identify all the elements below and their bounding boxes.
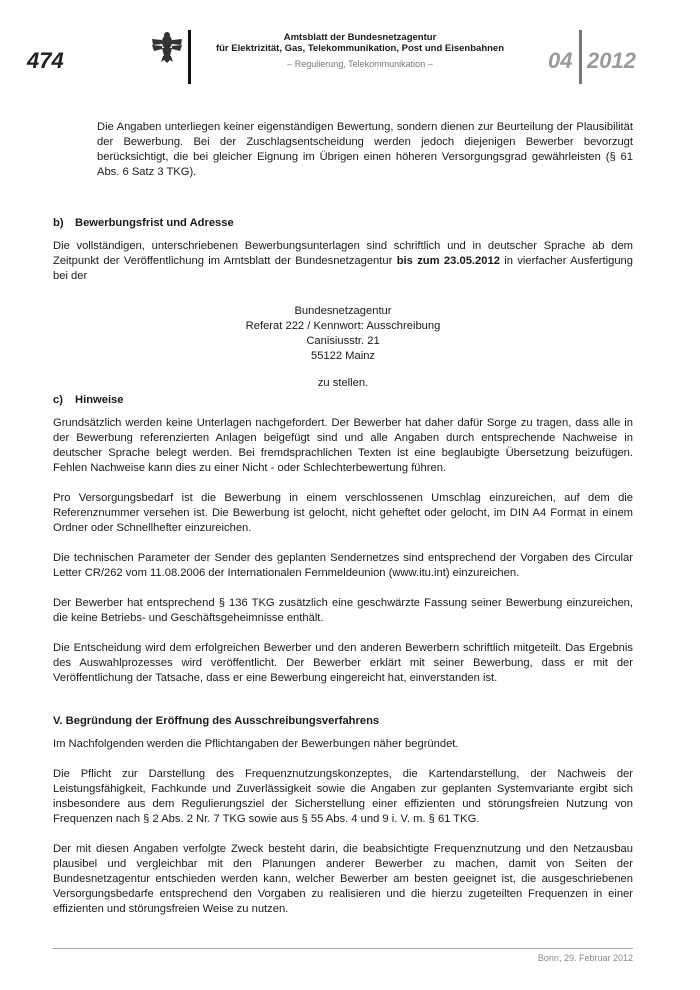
section-b-text-before: Die vollständigen, unterschriebenen Bewerbungsunterlagen sind schriftlich und in deutscher Sprache ab dem Zeitpunkt der Veröffentlichung im Amtsblatt der Bundesnetzagentur: [53, 240, 633, 267]
federal-eagle-icon: [150, 30, 184, 64]
address-line: Referat 222 / Kennwort: Ausschreibung: [245, 320, 441, 332]
page-number: 474: [27, 48, 64, 73]
header-divider-left: [188, 30, 191, 84]
section-v-paragraph: Die Pflicht zur Darstellung des Frequenznutzungskonzeptes, die Kartendarstellung, der Nachweis der Leistungsfähigkeit, Fachkunde und Zuverlässigkeit sowie die Angaben zur geplanten Systemvariante ergibt sich insbesondere aus dem Regulierungsziel der Sicherstellung einer effizienten und störungsfreien Nutzung von Frequenzen nach § 2 Abs. 2 Nr. 7 TKG sowie aus § 55 Abs. 4 und 9 i. V. m. § 61 TKG.: [53, 768, 633, 825]
section-v-heading: V. Begründung der Eröffnung des Ausschreibungsverfahrens: [53, 715, 380, 727]
address-block: [53, 304, 633, 391]
section-b-label: b): [53, 217, 64, 229]
section-c-paragraph: Pro Versorgungsbedarf ist die Bewerbung in einem verschlossenen Umschlag einzureichen, auf dem die Referenznummer versehen ist. Die Bewerbung ist gelocht, nicht geheftet oder gelocht, im DIN A4 Format in einem Ordner oder Schnellhefter einzureichen.: [53, 492, 633, 534]
document-body: [53, 120, 633, 917]
issue-number: 04: [548, 48, 573, 73]
address-line: Bundesnetzagentur: [294, 305, 392, 317]
section-c-paragraph: Die Entscheidung wird dem erfolgreichen Bewerber und den anderen Bewerbern schriftlich mitgeteilt. Das Ergebnis des Auswahlprozesses wird veröffentlicht. Der Bewerber erklärt mit seiner Bewerbung, dass er mit der Veröffentlichung der Tatsache, dass er eine Bewerbung eingereicht hat, einverstanden ist.: [53, 642, 633, 684]
section-c-paragraph: Der Bewerber hat entsprechend § 136 TKG zusätzlich eine geschwärzte Fassung seiner Bewerbung einzureichen, die keine Betriebs- und Geschäftsgeheimnisse enthält.: [53, 597, 633, 624]
section-v-paragraph: Im Nachfolgenden werden die Pflichtangaben der Bewerbungen näher begründet.: [53, 738, 459, 750]
header-publication-title: Amtsblatt der Bundesnetzagentur: [283, 32, 437, 43]
section-b-text-after: in vierfacher Ausfertigung bei der: [53, 255, 633, 282]
footer-divider: [53, 948, 633, 949]
header-publication-subtitle: für Elektrizität, Gas, Telekommunikation, Post und Eisenbahnen: [215, 43, 505, 54]
address-line: 55122 Mainz: [310, 350, 376, 362]
section-b-paragraph: [53, 239, 633, 284]
header-divider-right: [579, 30, 582, 84]
section-b-title: Bewerbungsfrist und Adresse: [75, 217, 234, 229]
issue-year: 2012: [587, 48, 636, 73]
section-c-paragraph: Die technischen Parameter der Sender des geplanten Sendernetzes sind entsprechend der Vorgaben des Circular Letter CR/262 vom 11.08.2006 der Internationalen Fernmeldeunion (www.itu.int) einzureichen.: [53, 552, 633, 579]
address-line: Canisiusstr. 21: [306, 335, 380, 347]
section-c-paragraph: Grundsätzlich werden keine Unterlagen nachgefordert. Der Bewerber hat daher dafür Sorge zu tragen, dass alle in der Bewerbung referenzierten Anlagen beigefügt sind und alle Angaben durch entsprechende Nachweise in deutscher Sprache belegt werden. Bei fremdsprachlichen Texten ist eine beglaubigte Übersetzung beizufügen. Fehlen Nachweise kann dies zu einer Nicht - oder Schlechterbewertung führen.: [53, 417, 633, 474]
footer-date: Bonn, 29. Februar 2012: [537, 953, 633, 963]
deadline-date: bis zum 23.05.2012: [396, 255, 500, 267]
intro-paragraph: Die Angaben unterliegen keiner eigenständigen Bewertung, sondern dienen zur Beurteilung der Plausibilität der Bewerbung. Bei der Zuschlagsentscheidung werden jedoch diejenigen Bewerber bevorzugt berücksichtigt, die bei gleicher Eignung im Übrigen einen höheren Versorgungsgrad gewährleisten (§ 61 Abs. 6 Satz 3 TKG).: [97, 121, 633, 178]
section-c-title: Hinweise: [75, 394, 124, 406]
section-v-paragraph: Der mit diesen Angaben verfolgte Zweck besteht darin, die beabsichtigte Frequenznutzung und den Netzausbau plausibel und vergleichbar mit den Planungen anderer Bewerber zu machen, damit von Seiten der Bundesnetzagentur entschieden werden kann, welcher Bewerber am besten geeignet ist, die ausgeschriebenen Versorgungsbedarfe entsprechend den Vorgaben zu realisieren und die hierzu zugeteilten Frequenzen in einer effizienten und störungsfreien Weise zu nutzen.: [53, 843, 633, 915]
address-closing: zu stellen.: [317, 377, 369, 389]
header-section: – Regulierung, Telekommunikation –: [287, 59, 433, 69]
section-b-heading: [53, 216, 633, 231]
section-c-heading: [53, 393, 633, 408]
section-c-label: c): [53, 394, 63, 406]
